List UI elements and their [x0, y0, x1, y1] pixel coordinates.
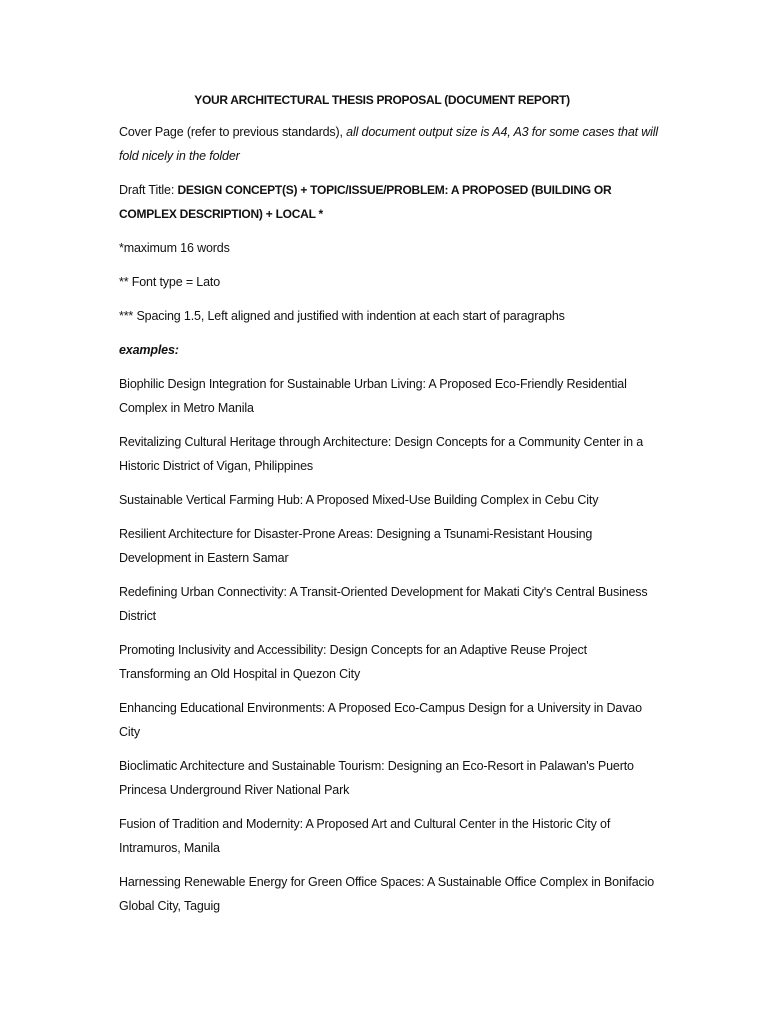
- examples-heading: examples:: [119, 343, 179, 357]
- example-item: Harnessing Renewable Energy for Green Office Spaces: A Sustainable Office Complex in Bonifacio Global City, Taguig: [119, 875, 655, 913]
- example-item: Enhancing Educational Environments: A Proposed Eco-Campus Design for a University in Davao City: [119, 701, 642, 739]
- example-item: Resilient Architecture for Disaster-Prone Areas: Designing a Tsunami-Resistant Housing Development in Eastern Samar: [119, 527, 593, 565]
- draft-title-paragraph: [119, 178, 659, 226]
- examples-list: [119, 372, 659, 918]
- example-item: Revitalizing Cultural Heritage through Architecture: Design Concepts for a Community Center in a Historic District of Vigan, Philippines: [119, 435, 644, 473]
- cover-page-paragraph: [119, 120, 659, 168]
- draft-title-label: Draft Title:: [119, 183, 178, 197]
- example-item: Biophilic Design Integration for Sustainable Urban Living: A Proposed Eco-Friendly Residential Complex in Metro Manila: [119, 377, 627, 415]
- document-body: [119, 88, 659, 928]
- draft-title-format: DESIGN CONCEPT(S) + TOPIC/ISSUE/PROBLEM: A PROPOSED (BUILDING OR COMPLEX DESCRIPTION) + LOCAL *: [119, 183, 612, 221]
- note-max-words: *maximum 16 words: [119, 241, 230, 255]
- example-item: Promoting Inclusivity and Accessibility: Design Concepts for an Adaptive Reuse Project Transforming an Old Hospital in Quezon City: [119, 643, 587, 681]
- note-font-type: ** Font type = Lato: [119, 275, 221, 289]
- example-item: Fusion of Tradition and Modernity: A Proposed Art and Cultural Center in the Historic City of Intramuros, Manila: [119, 817, 611, 855]
- note-spacing: *** Spacing 1.5, Left aligned and justified with indention at each start of paragraphs: [119, 309, 565, 323]
- cover-page-label: Cover Page (refer to previous standards),: [119, 125, 347, 139]
- cover-page-note: all document output size is A4, A3 for some cases that will fold nicely in the folder: [119, 125, 659, 163]
- example-item: Bioclimatic Architecture and Sustainable Tourism: Designing an Eco-Resort in Palawan's Puerto Princesa Underground River National Park: [119, 759, 634, 797]
- example-item: Redefining Urban Connectivity: A Transit-Oriented Development for Makati City's Central Business District: [119, 585, 648, 623]
- document-title: YOUR ARCHITECTURAL THESIS PROPOSAL (DOCUMENT REPORT): [194, 93, 570, 107]
- example-item: Sustainable Vertical Farming Hub: A Proposed Mixed-Use Building Complex in Cebu City: [119, 493, 599, 507]
